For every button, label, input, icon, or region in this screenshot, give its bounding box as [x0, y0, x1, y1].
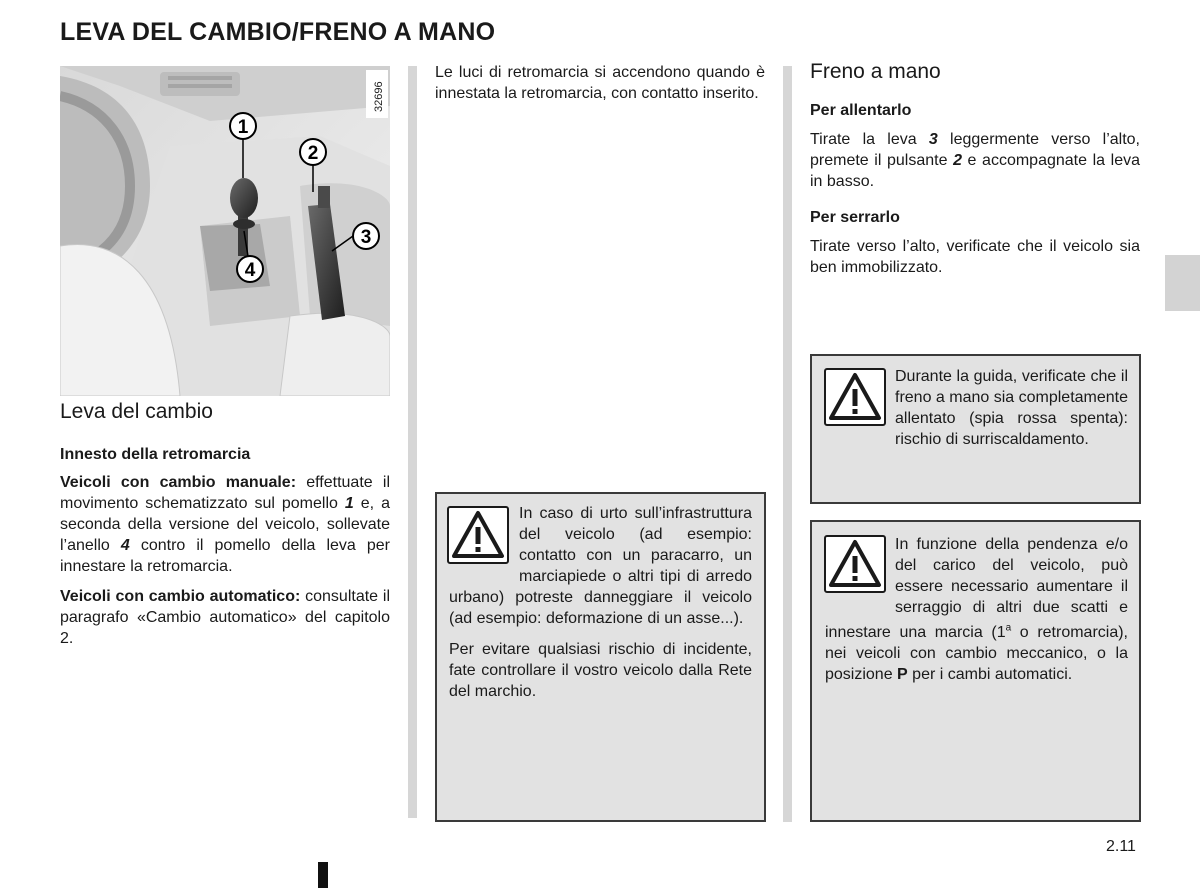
warning-impact-advice: Per evitare qualsiasi rischio di incidente, fate controllare il vostro veicolo dalla Rete del marchio. [449, 641, 752, 700]
column-divider [783, 66, 792, 822]
section-heading-handbrake: Freno a mano [810, 60, 941, 83]
section-heading-gear-lever: Leva del cambio [60, 400, 213, 423]
footer-marker [318, 862, 328, 888]
page-title: LEVA DEL CAMBIO/FRENO A MANO [60, 18, 496, 46]
callout-1 [230, 113, 256, 139]
gear-lever-illustration [60, 66, 390, 396]
callout-2 [300, 139, 326, 165]
interior-drawing [60, 66, 390, 396]
subheading-release: Per allentarlo [810, 102, 912, 119]
subheading-reverse: Innesto della retromarcia [60, 446, 251, 463]
warning-impact-text: In caso di urto sull’infrastruttura del veicolo (ad esempio: contatto con un paracarro, un marciapiede o altri tipi di arredo urbano) potreste danneggiare il veicolo (ad esempio: deformazione di un asse...). [449, 505, 752, 627]
manual-gearbox-paragraph: Veicoli con cambio manuale: effettuate il movimento schematizzato sul pomello 1 e, a seconda della versione del veicolo, sollevate l’anello 4 contro il pomello della leva per innestare la retromarcia. [60, 474, 391, 575]
figure-code: 32696 [373, 81, 385, 112]
callout-4 [237, 256, 263, 282]
callout-3 [353, 223, 379, 249]
svg-text:2: 2 [307, 143, 319, 164]
page-number: 2.11 [1106, 838, 1136, 855]
column-divider [408, 66, 417, 818]
subheading-apply: Per serrarlo [810, 209, 900, 226]
automatic-gearbox-paragraph: Veicoli con cambio automatico: consultate il paragrafo «Cambio automatico» del capitolo 2. [60, 588, 391, 647]
reverse-lights-paragraph: Le luci di retromarcia si accendono quando è innestata la retromarcia, con contatto inserito. [435, 64, 765, 102]
apply-paragraph: Tirate verso l’alto, verificate che il veicolo sia ben immobilizzato. [810, 238, 1140, 276]
warning-box-impact [435, 492, 766, 822]
warning-box-driving [810, 354, 1141, 504]
chapter-tab [1165, 255, 1200, 311]
svg-text:1: 1 [237, 117, 249, 138]
warning-slope-text: In funzione della pendenza e/o del carico del veicolo, può essere necessario aumentare il serraggio di altri due scatti e innestare una marcia (1$^a$ o retromarcia), nei veicoli con cambio meccanico, o la posizione P per i cambi automatici. [825, 536, 1129, 684]
svg-text:4: 4 [244, 260, 256, 281]
gear-lever-section [60, 400, 390, 649]
reverse-lights-text [435, 62, 765, 104]
warning-driving-text: Durante la guida, verificate che il freno a mano sia completamente allentato (spia rossa spenta): rischio di surriscaldamento. [895, 368, 1129, 448]
svg-text:3: 3 [360, 227, 372, 248]
handbrake-section [810, 60, 1140, 278]
warning-box-slope [810, 520, 1141, 822]
release-paragraph: Tirate la leva 3 leggermente verso l’alto, premete il pulsante 2 e accompagnate la leva in basso. [810, 131, 1140, 190]
